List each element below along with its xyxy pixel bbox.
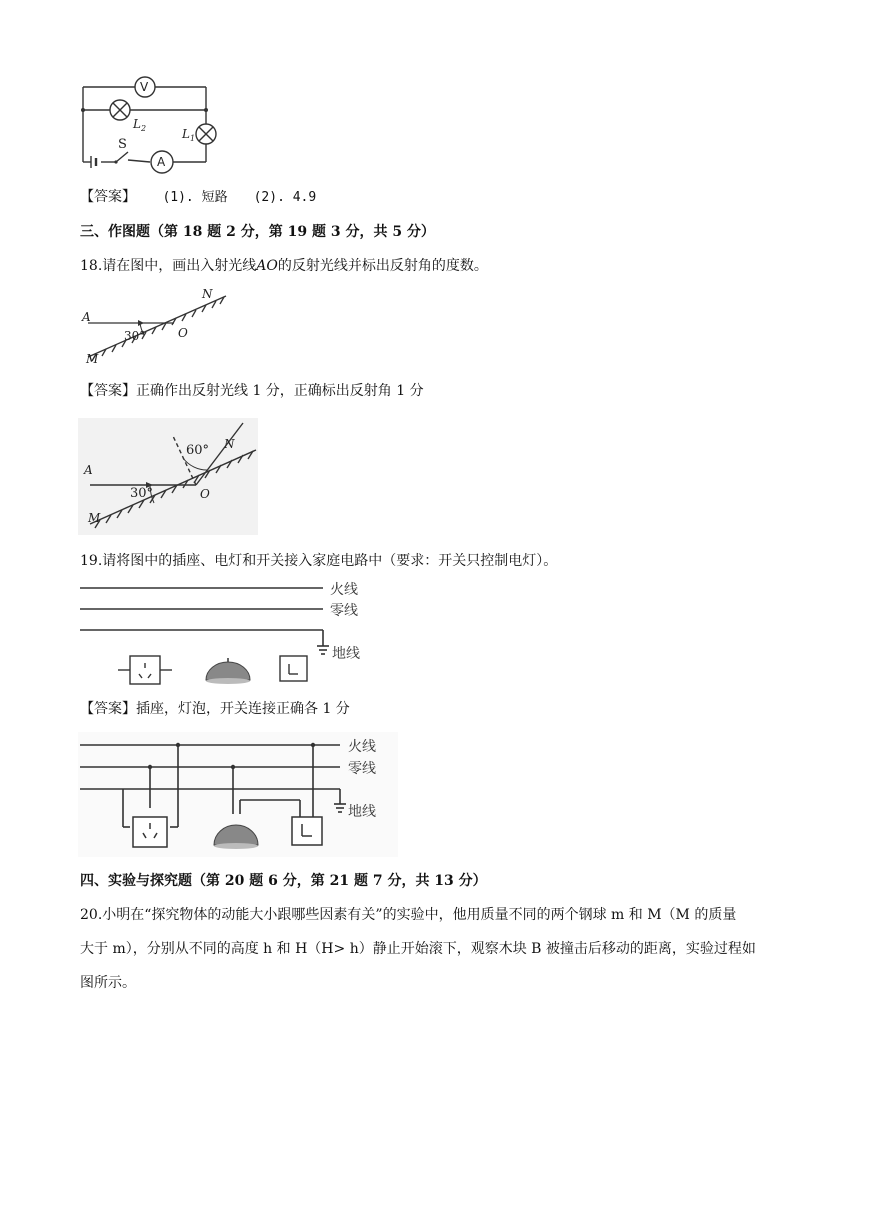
neutral-wire-label: 零线 <box>330 603 358 619</box>
q19-answer-circuit <box>78 732 398 857</box>
point-O-label: O <box>178 326 188 340</box>
ans-live-wire-label: 火线 <box>348 739 376 755</box>
section-3-heading: 三、作图题（第 18 题 2 分，第 19 题 3 分，共 5 分） <box>80 224 435 240</box>
ans-point-M-label: M <box>88 511 101 525</box>
point-M-label: M <box>86 352 99 366</box>
q18-mirror-figure <box>78 283 238 368</box>
answer-tag: 【答案】 <box>80 189 136 205</box>
switch-label: S <box>118 137 127 152</box>
q19-household-circuit <box>78 578 368 693</box>
lamp2-label: $L_2$ <box>133 117 147 133</box>
q20-line-1: 20.小明在“探究物体的动能大小跟哪些因素有关”的实验中，他用质量不同的两个钢球 m 和 M（M 的质量 <box>80 907 737 923</box>
q20-line-3: 图所示。 <box>80 975 136 991</box>
ans-reflect-angle-label: 60° <box>186 443 210 458</box>
q18-answer-figure <box>78 418 258 535</box>
ans-neutral-wire-label: 零线 <box>348 761 376 777</box>
ans-point-A-label: A <box>84 463 93 477</box>
ammeter-label: A <box>157 155 166 169</box>
q17-answer <box>80 187 316 208</box>
q17-answer-text: (1). 短路 (2). 4.9 <box>162 190 317 205</box>
q19-prompt: 19.请将图中的插座、电灯和开关接入家庭电路中（要求：开关只控制电灯）。 <box>80 553 558 569</box>
ans-point-N-label: N <box>224 437 235 451</box>
q18-answer: 【答案】正确作出反射光线 1 分，正确标出反射角 1 分 <box>80 383 424 399</box>
q20-line-2: 大于 m），分别从不同的高度 h 和 H（H> h）静止开始滚下，观察木块 B 被撞击后移动的距离，实验过程如 <box>80 941 756 957</box>
live-wire-label: 火线 <box>330 582 358 598</box>
point-N-label: N <box>202 287 213 301</box>
ans-point-O-label: O <box>200 487 210 501</box>
lamp1-label: $L_1$ <box>182 127 196 143</box>
ground-wire-label: 地线 <box>332 646 360 662</box>
ans-incident-angle-label: 30° <box>130 486 154 501</box>
voltmeter-label: V <box>140 80 149 94</box>
point-A-label: A <box>82 310 91 324</box>
q19-answer: 【答案】插座，灯泡，开关连接正确各 1 分 <box>80 701 350 717</box>
q17-circuit-diagram <box>78 72 223 170</box>
section-4-heading: 四、实验与探究题（第 20 题 6 分，第 21 题 7 分，共 13 分） <box>80 873 487 889</box>
ans-ground-wire-label: 地线 <box>348 804 376 820</box>
q18-prompt: 18.请在图中，画出入射光线AO的反射光线并标出反射角的度数。 <box>80 258 488 274</box>
angle-label: 30° <box>124 329 146 343</box>
